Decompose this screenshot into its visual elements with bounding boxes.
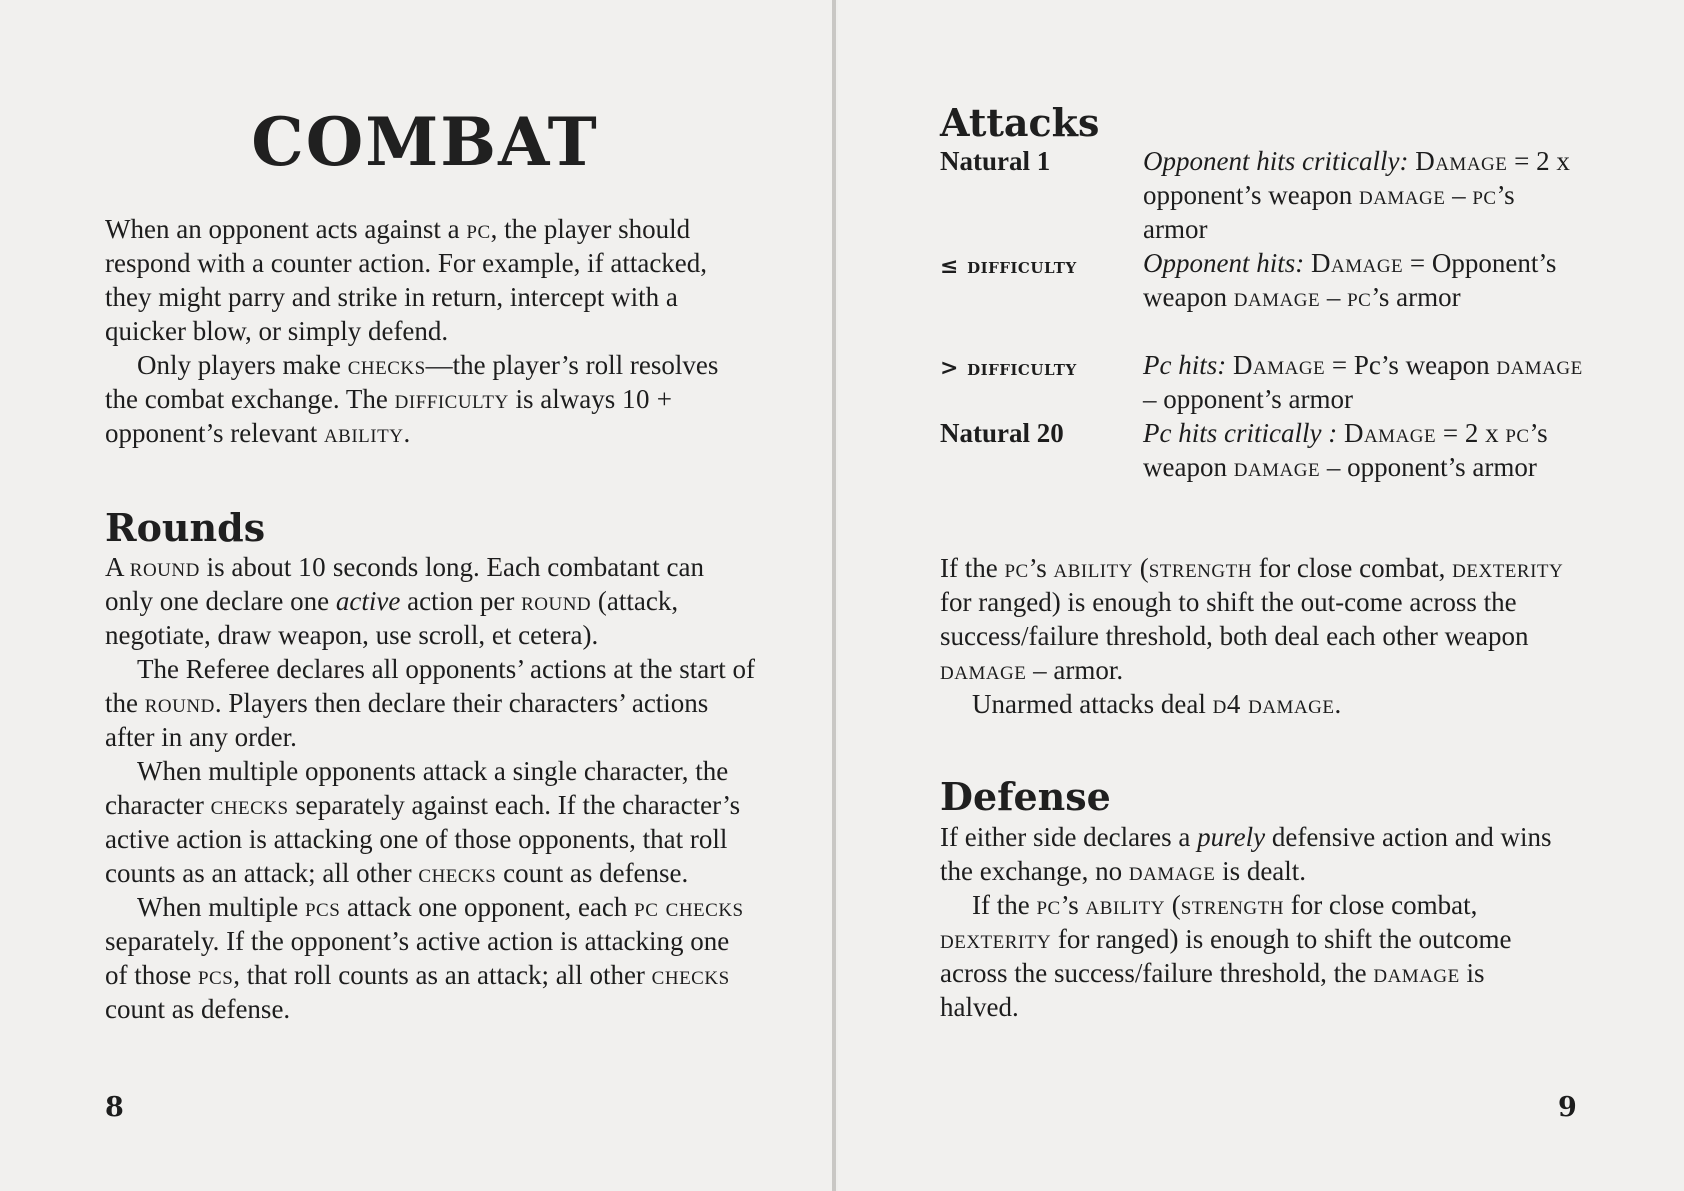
attacks-heading: Attacks [940, 100, 1100, 145]
rounds-paragraph-4: When multiple pcs attack one opponent, each pc checks separately. If the opponent’s active action is attacking one of those pcs, that roll counts as an attack; all other checks count as defense. [105, 892, 744, 1024]
page-title: COMBAT [251, 103, 599, 181]
rounds-paragraph-1: A round is about 10 seconds long. Each combatant can only one declare one active action per round (attack, negotiate, draw weapon, use scroll, et cetera). [105, 552, 704, 650]
attack-row-result: Pc hits: Damage = Pc’s weapon damage – opponent’s armor [1143, 350, 1583, 414]
attack-row-result: Opponent hits critically: Damage = 2 x opponent’s weapon damage – pc’s armor [1143, 146, 1570, 244]
defense-heading: Defense [940, 774, 1111, 819]
defense-paragraph-1: If either side declares a purely defensive action and wins the exchange, no damage is dealt. [940, 822, 1552, 886]
intro-paragraph-1: When an opponent acts against a pc, the player should respond with a counter action. For example, if attacked, they might parry and strike in return, intercept with a quicker blow, or simply defend. [105, 214, 708, 346]
attack-row-label: ≤ difficulty [940, 253, 1077, 279]
page-number-left: 8 [105, 1092, 124, 1123]
attack-row-label: > difficulty [940, 355, 1077, 381]
defense-paragraph-2: If the pc’s ability (strength for close combat, dexterity for ranged) is enough to shift the outcome across the success/failure threshold, the damage is halved. [940, 890, 1512, 1022]
rounds-paragraph-3: When multiple opponents attack a single character, the character checks separately against each. If the character’s active action is attacking one of those opponents, that roll counts as an attack; all other checks count as defense. [105, 756, 741, 888]
attacks-paragraph-2: Unarmed attacks deal d4 damage. [972, 689, 1342, 719]
attack-row-label: Natural 20 [940, 418, 1064, 448]
attacks-text [940, 551, 1580, 721]
intro-paragraph-2: Only players make checks—the player’s roll resolves the combat exchange. The difficulty is always 10 + opponent’s relevant ability. [105, 350, 719, 448]
attack-row-label: Natural 1 [940, 146, 1051, 176]
rounds-heading: Rounds [105, 505, 266, 550]
attack-row-result: Pc hits critically : Damage = 2 x pc’s weapon damage – opponent’s armor [1143, 418, 1548, 482]
page-number-right: 9 [1558, 1092, 1577, 1123]
attack-row-result: Opponent hits: Damage = Opponent’s weapon damage – pc’s armor [1143, 248, 1557, 312]
intro-text [105, 212, 745, 450]
rounds-paragraph-2: The Referee declares all opponents’ actions at the start of the round. Players then declare their characters’ actions after in any order. [105, 654, 755, 752]
rounds-text [105, 550, 755, 1026]
attacks-paragraph-1: If the pc’s ability (strength for close combat, dexterity for ranged) is enough to shift the out-come across the success/failure threshold, both deal each other weapon damage – armor. [940, 553, 1564, 685]
defense-text [940, 820, 1560, 1024]
